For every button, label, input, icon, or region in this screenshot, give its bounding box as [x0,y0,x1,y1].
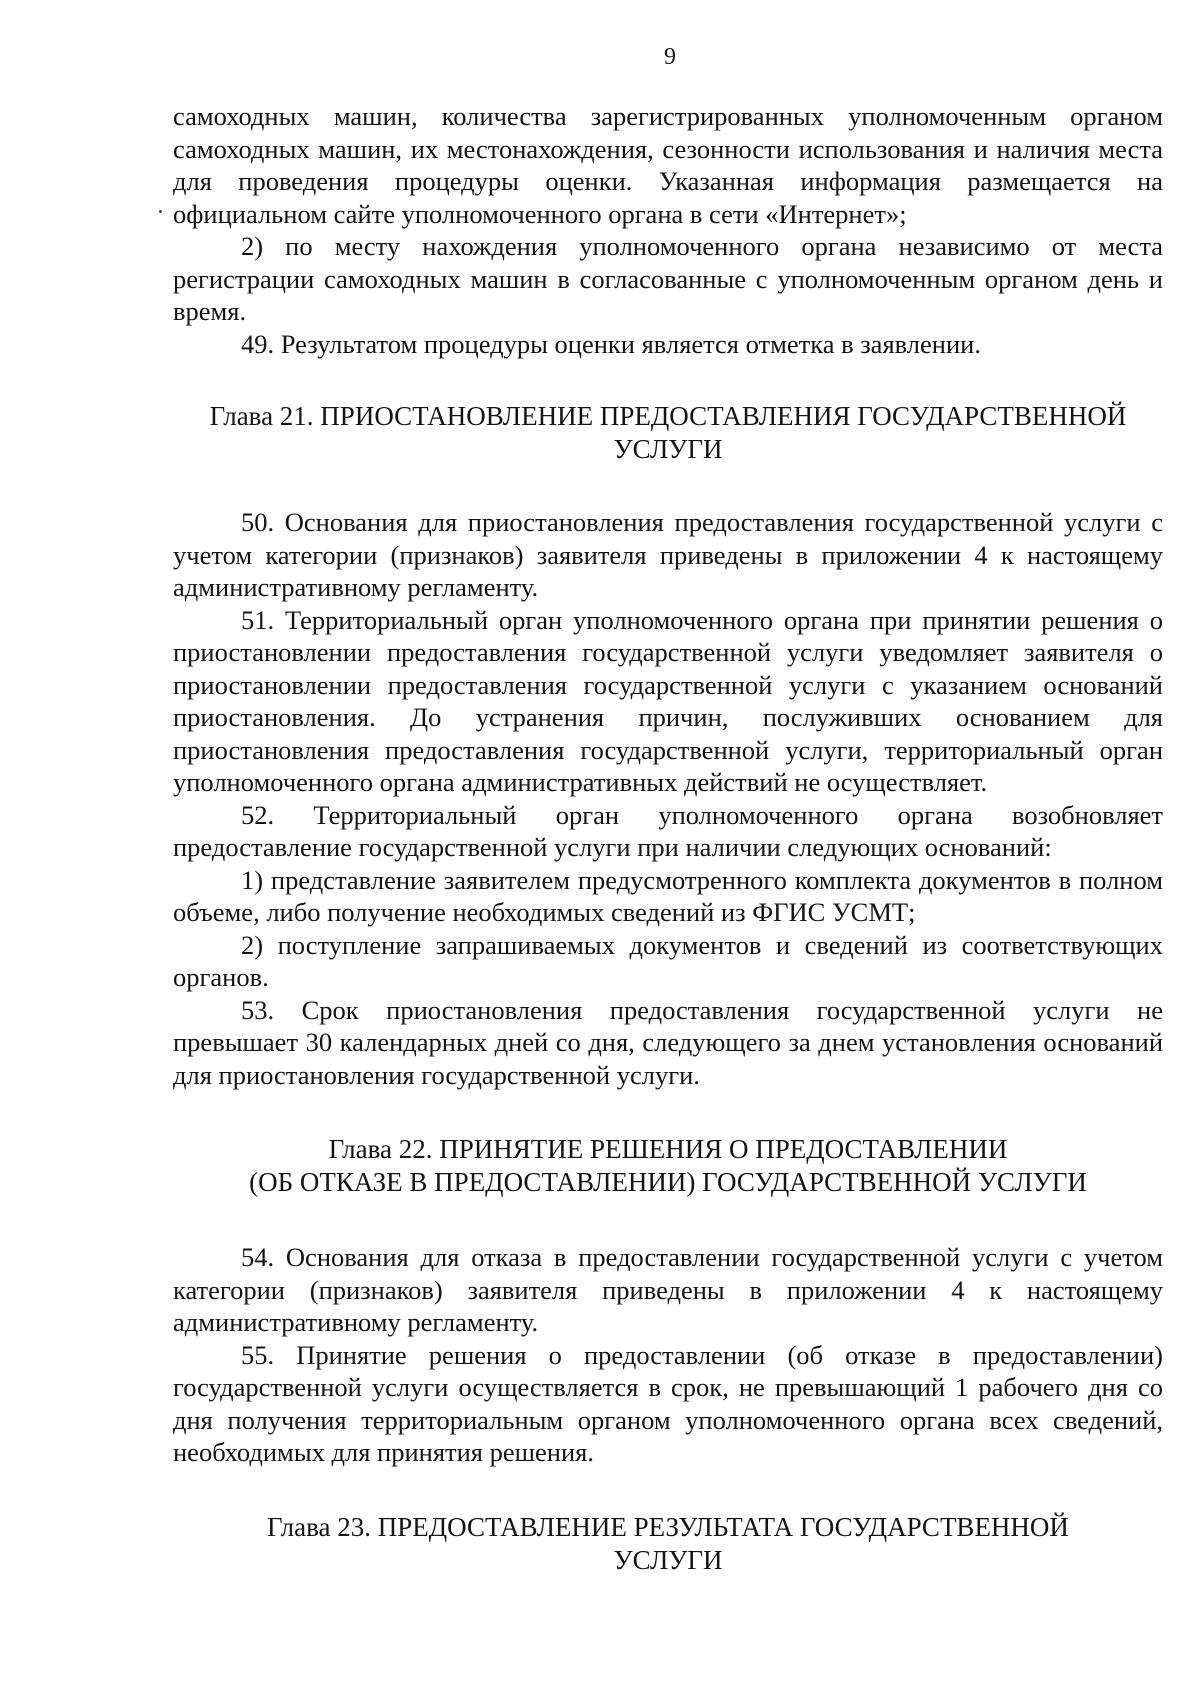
chapter-23-heading-line1: Глава 23. ПРЕДОСТАВЛЕНИЕ РЕЗУЛЬТАТА ГОСУДАРСТВЕННОЙ [267,1511,1069,1542]
chapter-23-heading [173,1511,1163,1577]
chapter-21-heading [173,400,1163,466]
paragraph-52: 52. Территориальный орган уполномоченного органа возобновляет предоставление государственной услуги при наличии следующих оснований: [173,799,1163,862]
chapter-21-heading-line2: УСЛУГИ [613,434,723,464]
scan-speck [159,210,162,213]
paragraph-52-item-1: 1) представление заявителем предусмотренного комплекта документов в полном объеме, либо получение необходимых сведений из ФГИС УСМТ; [173,864,1163,927]
chapter-23-heading-line2: УСЛУГИ [613,1544,723,1575]
page-number: 9 [664,44,676,70]
document-body [173,100,1163,1577]
chapter-22-heading-line2: (ОБ ОТКАЗЕ В ПРЕДОСТАВЛЕНИИ) ГОСУДАРСТВЕННОЙ УСЛУГИ [249,1167,1087,1197]
paragraph-continuation: самоходных машин, количества зарегистрированных уполномоченным органом самоходных машин, их местонахождения, сезонности использования и наличия места для проведения процедуры оценки. Указанная информация размещается на официальном сайте уполномоченного органа в сети «Интернет»; [173,101,1163,229]
paragraph-49: 49. Результатом процедуры оценки является отметка в заявлении. [241,328,981,359]
paragraph-51: 51. Территориальный орган уполномоченного органа при принятии решения о приостановлении предоставления государственной услуги уведомляет заявителя о приостановлении предоставления государственной услуги с указанием оснований приостановления. До устранения причин, послуживших основанием для приостановления предоставления государственной услуги, территориальный орган уполномоченного органа административных действий не осуществляет. [173,604,1163,797]
chapter-22-heading [173,1133,1163,1199]
paragraph-50: 50. Основания для приостановления предоставления государственной услуги с учетом категории (признаков) заявителя приведены в приложении 4 к настоящему административному регламенту. [173,507,1163,602]
paragraph-item-2: 2) по месту нахождения уполномоченного органа независимо от места регистрации самоходных машин в согласованные с уполномоченным органом день и время. [173,231,1163,326]
paragraph-52-item-2: 2) поступление запрашиваемых документов и сведений из соответствующих органов. [173,929,1163,992]
paragraph-53: 53. Срок приостановления предоставления государственной услуги не превышает 30 календарных дней со дня, следующего за днем установления оснований для приостановления государственной услуги. [173,994,1163,1090]
chapter-21-heading-line1: Глава 21. ПРИОСТАНОВЛЕНИЕ ПРЕДОСТАВЛЕНИЯ ГОСУДАРСТВЕННОЙ [209,401,1127,431]
paragraph-55: 55. Принятие решения о предоставлении (об отказе в предоставлении) государственной услуги осуществляется в срок, не превышающий 1 рабочего дня со дня получения территориальным органом уполномоченного органа всех сведений, необходимых для принятия решения. [173,1339,1163,1467]
paragraph-54: 54. Основания для отказа в предоставлении государственной услуги с учетом категории (признаков) заявителя приведены в приложении 4 к настоящему административному регламенту. [173,1242,1163,1337]
chapter-22-heading-line1: Глава 22. ПРИНЯТИЕ РЕШЕНИЯ О ПРЕДОСТАВЛЕНИИ [328,1134,1008,1164]
